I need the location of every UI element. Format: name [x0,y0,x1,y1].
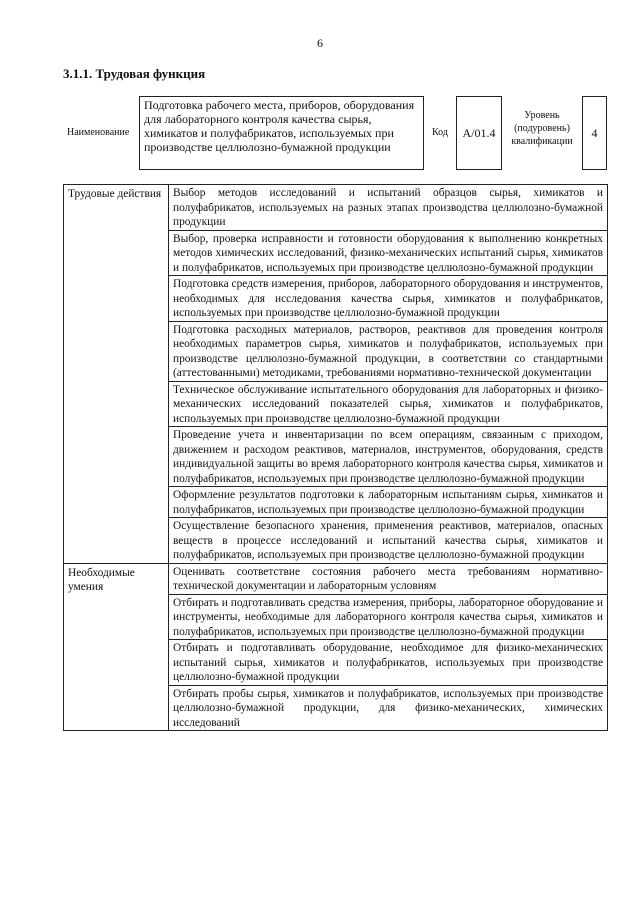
table-cell: Отбирать и подготавливать средства измерения, приборы, лабораторное оборудование и инструменты, необходимые для лабораторного контроля качества сырья, химикатов и полуфабрикатов, используемых при производстве целлюлозно-бумажной продукции [169,594,608,640]
table-cell: Оформление результатов подготовки к лабораторным испытаниям сырья, химикатов и полуфабрикатов, используемых при производстве целлюлозно-бумажной продукции [169,487,608,518]
page-number: 6 [317,36,323,50]
table-cell: Техническое обслуживание испытательного оборудования для лабораторных и физико-механических исследований показателей сырья, химикатов и полуфабрикатов, используемых при производстве целлюлозно-бумажной продукции [169,381,608,427]
name-value: Подготовка рабочего места, приборов, оборудования для лабораторного контроля качества сырья, химикатов и полуфабрикатов, используемых при производстве целлюлозно-бумажной продукции [139,96,424,170]
section-title: 3.1.1. Трудовая функция [63,66,206,81]
labor-function-table [63,184,608,731]
name-label: Наименование [67,127,130,138]
table-cell: Подготовка расходных материалов, растворов, реактивов для проведения контроля необходимых параметров сырья, химикатов и полуфабрикатов, используемых при производстве целлюлозно-бумажной продукции, в соответствии со стандартными (аттестованными) методиками, требованиями нормативно-технической документации [169,321,608,381]
table-cell: Выбор методов исследований и испытаний образцов сырья, химикатов и полуфабрикатов, используемых на разных этапах производства целлюлозно-бумажной продукции [169,185,608,231]
level-label: Уровень (подуровень) квалификации [511,110,573,147]
table-cell: Выбор, проверка исправности и готовности оборудования к выполнению конкретных методов химических исследований, физико-механических испытаний сырья, химикатов и полуфабрикатов, используемых при производстве целлюлозно-бумажной продукции [169,230,608,276]
table-cell: Проведение учета и инвентаризации по всем операциям, связанным с приходом, движением и расходом реактивов, материалов, инструментов, оборудования, средств индивидуальной защиты во время лабораторного контроля качества сырья, химикатов и полуфабрикатов, используемых при производстве целлюлозно-бумажной продукции [169,427,608,487]
table-cell: Подготовка средств измерения, приборов, лабораторного оборудования и инструментов, необходимых для исследования качества сырья, химикатов и полуфабрикатов, используемых при производстве целлюлозно-бумажной продукции [169,276,608,322]
table-cell: Оценивать соответствие состояния рабочего места требованиям нормативно-технической документации и лабораторным условиям [169,563,608,594]
code-label: Код [432,127,448,138]
table-cell: Отбирать и подготавливать оборудование, необходимое для физико-механических испытаний сырья, химикатов и полуфабрикатов, используемых при производстве целлюлозно-бумажной продукции [169,640,608,686]
table-cell: Осуществление безопасного хранения, применения реактивов, материалов, опасных веществ в процессе исследований и испытаний качества сырья, химикатов и полуфабрикатов, используемых при производстве целлюлозно-бумажной продукции [169,518,608,564]
table-row [64,563,608,594]
section-label-actions: Трудовые действия [64,185,169,564]
level-value: 4 [582,96,607,170]
code-value: А/01.4 [456,96,502,170]
section-label-skills: Необходимые умения [64,563,169,731]
table-row [64,185,608,231]
table-cell: Отбирать пробы сырья, химикатов и полуфабрикатов, используемых при производстве целлюлозно-бумажной продукции, для физико-механических, химических исследований [169,685,608,731]
